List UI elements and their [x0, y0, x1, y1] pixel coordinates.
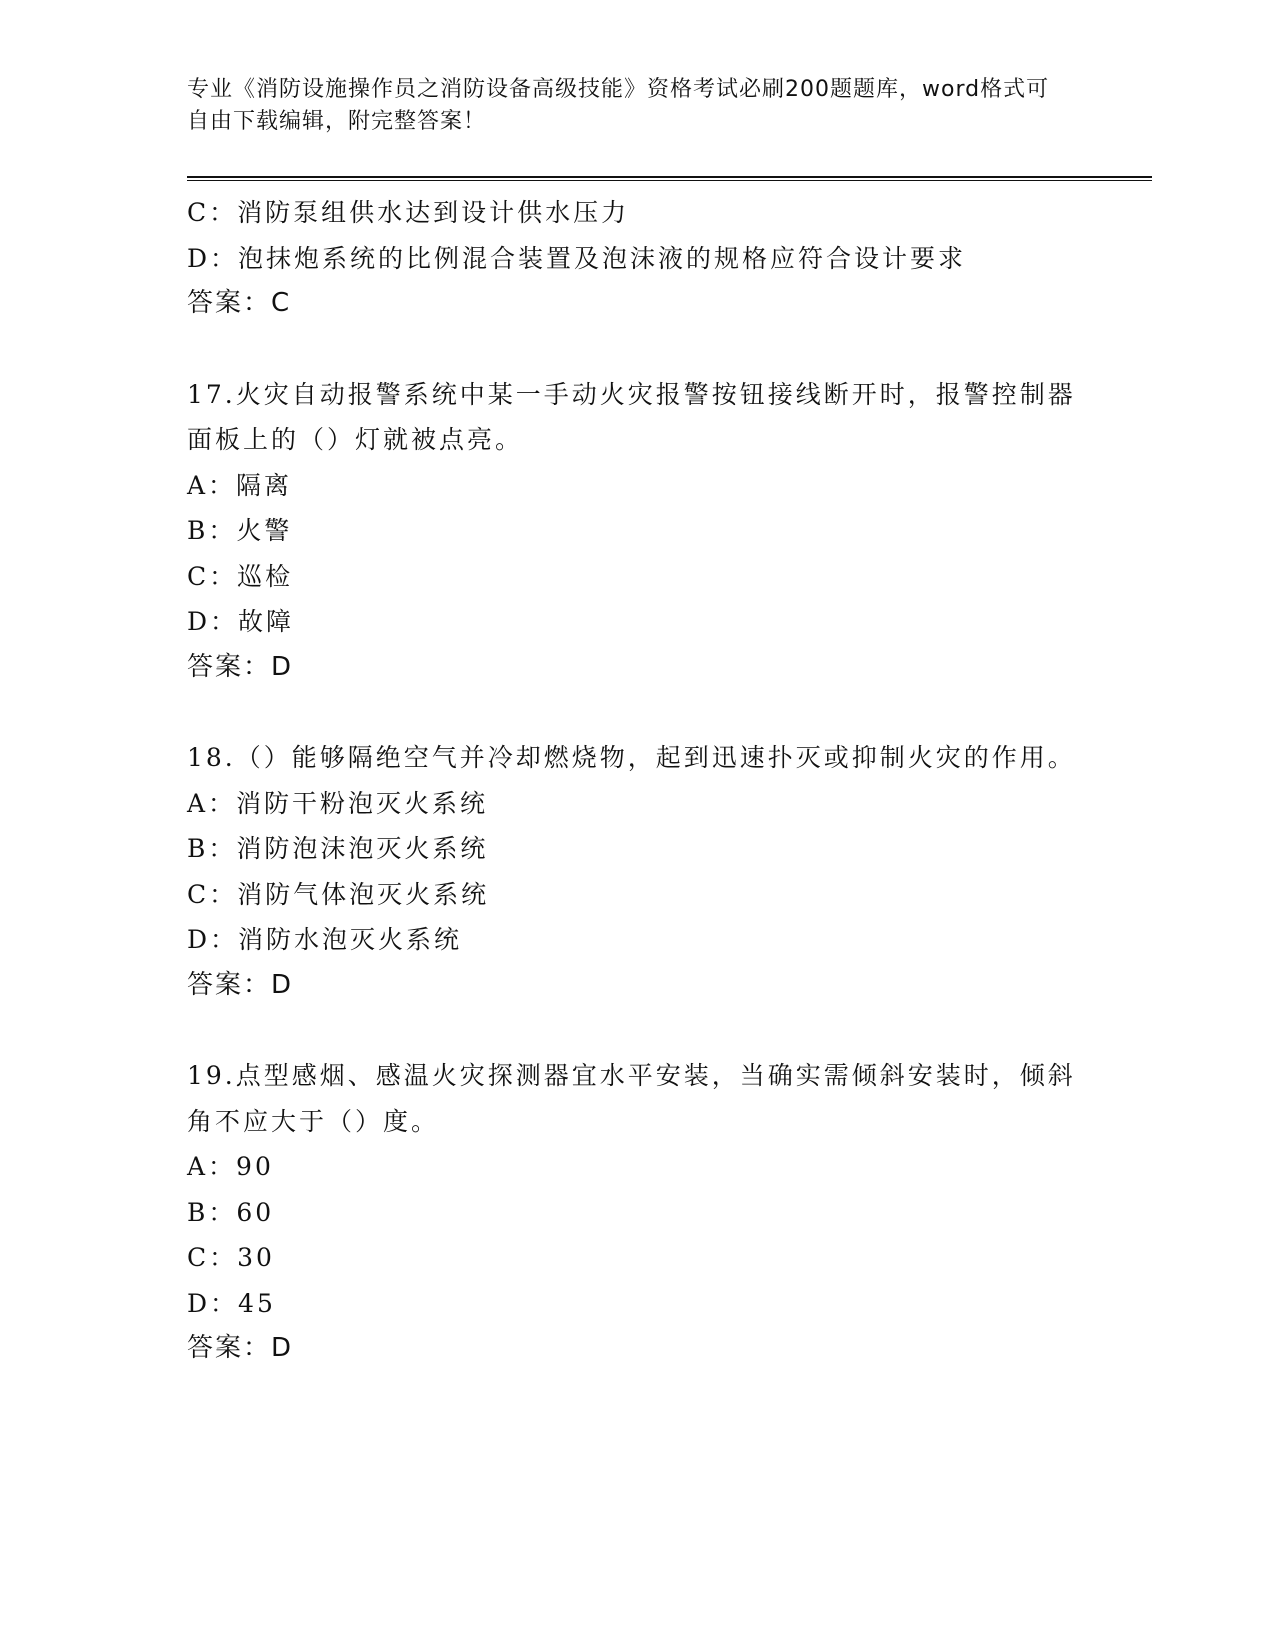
answer: 答案：D: [187, 1333, 294, 1363]
option-c: C：消防气体泡灭火系统: [187, 879, 490, 909]
option-d: D：故障: [187, 607, 295, 636]
spacer: [187, 1008, 1087, 1053]
question-text: 17.火灾自动报警系统中某一手动火灾报警按钮接线断开时，报警控制器面板上的（）灯就被点亮。: [187, 379, 1076, 454]
question-text: 18.（）能够隔绝空气并冷却燃烧物，起到迅速扑灭或抑制火灾的作用。: [187, 743, 1076, 772]
option-d: D：消防水泡灭火系统: [187, 925, 463, 954]
option-b: B：60: [187, 1197, 275, 1227]
option-a: A：90: [187, 1152, 274, 1181]
question-content: [187, 190, 1087, 1372]
spacer: [187, 690, 1087, 735]
option-d: D：45: [187, 1288, 276, 1318]
header-divider: [187, 176, 1152, 181]
document-header: 专业《消防设施操作员之消防设备高级技能》资格考试必刷200题题库，word格式可自由下载编辑，附完整答案！: [187, 77, 1050, 134]
option-c: C：消防泵组供水达到设计供水压力: [187, 198, 630, 227]
option-a: A：消防干粉泡灭火系统: [187, 788, 489, 818]
question-17: [187, 372, 1087, 691]
option-c: C：30: [187, 1243, 275, 1272]
option-a: A：隔离: [187, 470, 293, 500]
option-c: C：巡检: [187, 561, 294, 591]
question-text: 19.点型感烟、感温火灾探测器宜水平安装，当确实需倾斜安装时，倾斜角不应大于（）度。: [187, 1061, 1076, 1136]
answer: 答案：C: [187, 288, 292, 318]
answer: 答案：D: [187, 651, 294, 682]
question-19: [187, 1053, 1087, 1372]
spacer: [187, 327, 1087, 372]
option-b: B：火警: [187, 516, 293, 545]
partial-question: [187, 190, 1087, 327]
question-18: [187, 735, 1087, 1008]
option-d: D：泡抹炮系统的比例混合装置及泡沫液的规格应符合设计要求: [187, 243, 967, 273]
option-b: B：消防泡沫泡灭火系统: [187, 834, 489, 863]
answer: 答案：D: [187, 969, 294, 1000]
